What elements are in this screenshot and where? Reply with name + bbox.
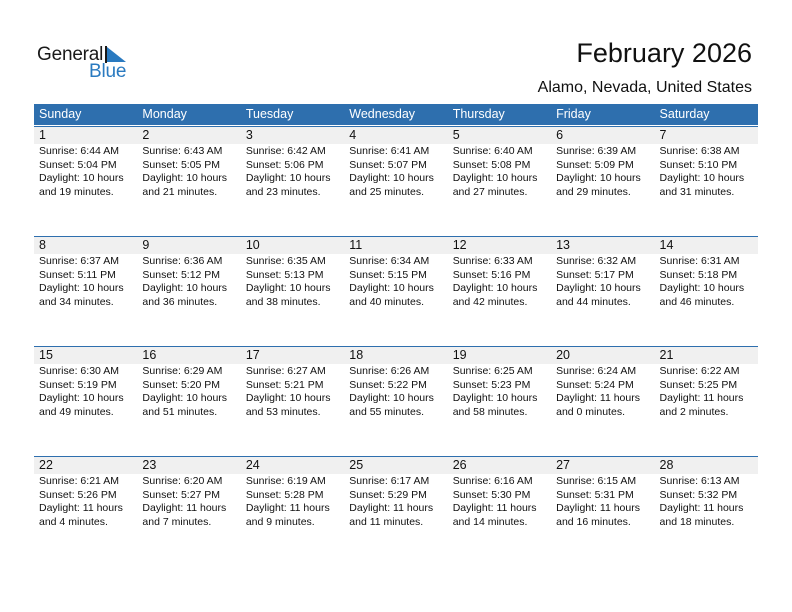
sunset-text: Sunset: 5:26 PM — [39, 488, 117, 501]
sunrise-text: Sunrise: 6:25 AM — [452, 365, 533, 377]
day-number: 22 — [34, 457, 137, 474]
daylight-minutes-text: and 55 minutes. — [349, 405, 424, 418]
daylight-text: Daylight: 10 hours — [452, 392, 538, 404]
day-cell — [34, 237, 137, 309]
daylight-text: Daylight: 10 hours — [142, 172, 228, 184]
day-info — [241, 144, 344, 199]
daylight-minutes-text: and 16 minutes. — [556, 515, 631, 528]
day-info — [551, 254, 654, 309]
sunset-text: Sunset: 5:23 PM — [452, 378, 531, 391]
sunset-text: Sunset: 5:28 PM — [245, 488, 324, 501]
day-info — [34, 474, 137, 529]
day-info — [241, 474, 344, 529]
day-cell — [655, 347, 758, 419]
daylight-text: Daylight: 11 hours — [142, 502, 227, 514]
day-info — [137, 364, 240, 419]
sunset-text: Sunset: 5:24 PM — [556, 378, 634, 391]
sunrise-text: Sunrise: 6:31 AM — [659, 255, 740, 267]
daylight-minutes-text: and 2 minutes. — [659, 405, 729, 418]
daylight-text: Daylight: 11 hours — [659, 392, 744, 404]
sunrise-text: Sunrise: 6:20 AM — [142, 475, 223, 487]
daylight-text: Daylight: 10 hours — [39, 172, 124, 184]
sunset-text: Sunset: 5:04 PM — [39, 158, 117, 171]
day-cell — [344, 457, 447, 529]
logo — [37, 44, 137, 80]
daylight-text: Daylight: 10 hours — [245, 172, 331, 184]
day-number: 19 — [448, 347, 551, 364]
sunrise-text: Sunrise: 6:44 AM — [39, 145, 119, 157]
sunrise-text: Sunrise: 6:32 AM — [556, 255, 637, 267]
sunrise-text: Sunrise: 6:42 AM — [245, 145, 326, 157]
sunrise-text: Sunrise: 6:34 AM — [349, 255, 430, 267]
week-row — [34, 126, 758, 199]
day-number: 15 — [34, 347, 137, 364]
day-info — [241, 254, 344, 309]
day-info — [448, 364, 551, 419]
day-cell — [448, 347, 551, 419]
sunrise-text: Sunrise: 6:41 AM — [349, 145, 430, 157]
daylight-minutes-text: and 58 minutes. — [452, 405, 528, 418]
day-number: 21 — [655, 347, 758, 364]
daylight-minutes-text: and 19 minutes. — [39, 185, 114, 198]
sunrise-text: Sunrise: 6:30 AM — [39, 365, 119, 377]
weekday-monday: Monday — [142, 107, 187, 121]
day-number: 10 — [241, 237, 344, 254]
day-cell — [448, 457, 551, 529]
sunrise-text: Sunrise: 6:40 AM — [452, 145, 533, 157]
day-cell — [655, 127, 758, 199]
day-cell — [137, 237, 240, 309]
day-info — [448, 254, 551, 309]
daylight-text: Daylight: 11 hours — [556, 392, 640, 404]
daylight-text: Daylight: 10 hours — [39, 282, 124, 294]
daylight-minutes-text: and 31 minutes. — [659, 185, 735, 198]
sunrise-text: Sunrise: 6:17 AM — [349, 475, 430, 487]
day-number: 13 — [551, 237, 654, 254]
day-number: 6 — [551, 127, 654, 144]
day-info — [344, 144, 447, 199]
weekday-saturday: Saturday — [659, 107, 710, 121]
day-info — [137, 474, 240, 529]
weekday-header — [34, 104, 758, 125]
daylight-minutes-text: and 0 minutes. — [556, 405, 625, 418]
sunset-text: Sunset: 5:27 PM — [142, 488, 221, 501]
sunset-text: Sunset: 5:30 PM — [452, 488, 531, 501]
daylight-minutes-text: and 36 minutes. — [142, 295, 218, 308]
sunrise-text: Sunrise: 6:39 AM — [556, 145, 637, 157]
daylight-text: Daylight: 10 hours — [39, 392, 124, 404]
daylight-text: Daylight: 10 hours — [556, 172, 641, 184]
day-info — [655, 254, 758, 309]
day-cell — [551, 457, 654, 529]
day-number: 20 — [551, 347, 654, 364]
sunrise-text: Sunrise: 6:37 AM — [39, 255, 119, 267]
day-cell — [241, 127, 344, 199]
daylight-text: Daylight: 10 hours — [349, 172, 434, 184]
daylight-minutes-text: and 42 minutes. — [452, 295, 528, 308]
sunset-text: Sunset: 5:12 PM — [142, 268, 221, 281]
logo-word-general: General — [37, 44, 104, 65]
day-cell — [241, 237, 344, 309]
daylight-minutes-text: and 34 minutes. — [39, 295, 114, 308]
logo-word-blue: Blue — [89, 61, 127, 82]
week-row — [34, 346, 758, 419]
sunrise-text: Sunrise: 6:38 AM — [659, 145, 740, 157]
daylight-minutes-text: and 23 minutes. — [245, 185, 321, 198]
day-info — [344, 474, 447, 529]
daylight-minutes-text: and 9 minutes. — [245, 515, 315, 528]
day-cell — [34, 347, 137, 419]
day-cell — [344, 347, 447, 419]
sunrise-text: Sunrise: 6:26 AM — [349, 365, 430, 377]
day-number: 1 — [34, 127, 137, 144]
weekday-wednesday: Wednesday — [349, 107, 416, 121]
week-row — [34, 456, 758, 529]
daylight-minutes-text: and 25 minutes. — [349, 185, 424, 198]
day-number: 11 — [344, 237, 447, 254]
daylight-text: Daylight: 11 hours — [452, 502, 537, 514]
daylight-text: Daylight: 10 hours — [142, 392, 228, 404]
sunset-text: Sunset: 5:31 PM — [556, 488, 634, 501]
location-subtitle: Alamo, Nevada, United States — [537, 79, 752, 96]
daylight-text: Daylight: 10 hours — [659, 282, 745, 294]
daylight-text: Daylight: 11 hours — [659, 502, 744, 514]
day-cell — [448, 237, 551, 309]
day-number: 9 — [137, 237, 240, 254]
day-number: 16 — [137, 347, 240, 364]
daylight-minutes-text: and 21 minutes. — [142, 185, 218, 198]
daylight-text: Daylight: 11 hours — [245, 502, 330, 514]
day-info — [344, 364, 447, 419]
page-title: February 2026 — [576, 38, 752, 68]
daylight-minutes-text: and 27 minutes. — [452, 185, 528, 198]
weekday-friday: Friday — [556, 107, 591, 121]
day-number: 8 — [34, 237, 137, 254]
sunrise-text: Sunrise: 6:27 AM — [245, 365, 326, 377]
day-number: 18 — [344, 347, 447, 364]
day-number: 7 — [655, 127, 758, 144]
daylight-minutes-text: and 46 minutes. — [659, 295, 735, 308]
day-cell — [448, 127, 551, 199]
daylight-text: Daylight: 10 hours — [452, 282, 538, 294]
day-info — [655, 474, 758, 529]
daylight-minutes-text: and 53 minutes. — [245, 405, 321, 418]
sunrise-text: Sunrise: 6:35 AM — [245, 255, 326, 267]
sunrise-text: Sunrise: 6:16 AM — [452, 475, 533, 487]
daylight-minutes-text: and 40 minutes. — [349, 295, 424, 308]
sunset-text: Sunset: 5:22 PM — [349, 378, 427, 391]
sunset-text: Sunset: 5:16 PM — [452, 268, 531, 281]
day-number: 5 — [448, 127, 551, 144]
day-info — [448, 144, 551, 199]
day-number: 28 — [655, 457, 758, 474]
day-cell — [137, 347, 240, 419]
sunrise-text: Sunrise: 6:36 AM — [142, 255, 223, 267]
sunset-text: Sunset: 5:15 PM — [349, 268, 427, 281]
day-cell — [551, 237, 654, 309]
sunrise-text: Sunrise: 6:13 AM — [659, 475, 740, 487]
day-info — [34, 364, 137, 419]
day-info — [34, 254, 137, 309]
day-info — [655, 144, 758, 199]
day-cell — [344, 127, 447, 199]
day-cell — [551, 127, 654, 199]
sunset-text: Sunset: 5:13 PM — [245, 268, 324, 281]
day-cell — [137, 457, 240, 529]
sunrise-text: Sunrise: 6:21 AM — [39, 475, 119, 487]
day-info — [551, 474, 654, 529]
daylight-text: Daylight: 10 hours — [142, 282, 228, 294]
day-number: 12 — [448, 237, 551, 254]
day-number: 17 — [241, 347, 344, 364]
sunset-text: Sunset: 5:10 PM — [659, 158, 738, 171]
day-info — [448, 474, 551, 529]
day-number: 2 — [137, 127, 240, 144]
daylight-text: Daylight: 11 hours — [556, 502, 640, 514]
sunset-text: Sunset: 5:11 PM — [39, 268, 116, 281]
sunset-text: Sunset: 5:25 PM — [659, 378, 738, 391]
day-cell — [137, 127, 240, 199]
sunset-text: Sunset: 5:09 PM — [556, 158, 634, 171]
day-cell — [344, 237, 447, 309]
day-cell — [241, 457, 344, 529]
day-number: 14 — [655, 237, 758, 254]
daylight-text: Daylight: 10 hours — [245, 392, 331, 404]
sunset-text: Sunset: 5:20 PM — [142, 378, 221, 391]
weekday-sunday: Sunday — [39, 107, 82, 121]
daylight-minutes-text: and 29 minutes. — [556, 185, 631, 198]
sunset-text: Sunset: 5:08 PM — [452, 158, 531, 171]
day-cell — [34, 127, 137, 199]
day-number: 24 — [241, 457, 344, 474]
daylight-minutes-text: and 7 minutes. — [142, 515, 212, 528]
day-info — [655, 364, 758, 419]
day-info — [344, 254, 447, 309]
daylight-text: Daylight: 11 hours — [39, 502, 123, 514]
daylight-minutes-text: and 11 minutes. — [349, 515, 424, 528]
daylight-text: Daylight: 10 hours — [349, 392, 434, 404]
daylight-minutes-text: and 49 minutes. — [39, 405, 114, 418]
day-number: 27 — [551, 457, 654, 474]
sunrise-text: Sunrise: 6:29 AM — [142, 365, 223, 377]
week-row — [34, 236, 758, 309]
daylight-minutes-text: and 18 minutes. — [659, 515, 735, 528]
day-number: 26 — [448, 457, 551, 474]
daylight-text: Daylight: 10 hours — [659, 172, 745, 184]
daylight-minutes-text: and 38 minutes. — [245, 295, 321, 308]
day-info — [551, 144, 654, 199]
daylight-minutes-text: and 4 minutes. — [39, 515, 108, 528]
sunrise-text: Sunrise: 6:43 AM — [142, 145, 223, 157]
daylight-text: Daylight: 10 hours — [556, 282, 641, 294]
daylight-text: Daylight: 10 hours — [349, 282, 434, 294]
day-cell — [655, 237, 758, 309]
sunrise-text: Sunrise: 6:33 AM — [452, 255, 533, 267]
sunset-text: Sunset: 5:05 PM — [142, 158, 221, 171]
day-cell — [551, 347, 654, 419]
sunrise-text: Sunrise: 6:24 AM — [556, 365, 637, 377]
day-number: 3 — [241, 127, 344, 144]
day-number: 4 — [344, 127, 447, 144]
weekday-tuesday: Tuesday — [245, 107, 294, 121]
day-info — [241, 364, 344, 419]
day-number: 25 — [344, 457, 447, 474]
sunset-text: Sunset: 5:21 PM — [245, 378, 324, 391]
daylight-text: Daylight: 10 hours — [452, 172, 538, 184]
day-info — [137, 254, 240, 309]
day-cell — [655, 457, 758, 529]
day-info — [137, 144, 240, 199]
daylight-minutes-text: and 44 minutes. — [556, 295, 631, 308]
logo-triangle-icon — [107, 47, 126, 62]
sunset-text: Sunset: 5:29 PM — [349, 488, 427, 501]
sunrise-text: Sunrise: 6:15 AM — [556, 475, 637, 487]
daylight-minutes-text: and 51 minutes. — [142, 405, 218, 418]
sunrise-text: Sunrise: 6:19 AM — [245, 475, 326, 487]
daylight-minutes-text: and 14 minutes. — [452, 515, 528, 528]
sunset-text: Sunset: 5:32 PM — [659, 488, 738, 501]
sunset-text: Sunset: 5:19 PM — [39, 378, 117, 391]
sunrise-text: Sunrise: 6:22 AM — [659, 365, 740, 377]
sunset-text: Sunset: 5:07 PM — [349, 158, 427, 171]
daylight-text: Daylight: 11 hours — [349, 502, 434, 514]
sunset-text: Sunset: 5:18 PM — [659, 268, 738, 281]
day-number: 23 — [137, 457, 240, 474]
sunset-text: Sunset: 5:17 PM — [556, 268, 634, 281]
sunset-text: Sunset: 5:06 PM — [245, 158, 324, 171]
day-info — [551, 364, 654, 419]
day-cell — [241, 347, 344, 419]
day-cell — [34, 457, 137, 529]
weekday-thursday: Thursday — [452, 107, 505, 121]
day-info — [34, 144, 137, 199]
daylight-text: Daylight: 10 hours — [245, 282, 331, 294]
